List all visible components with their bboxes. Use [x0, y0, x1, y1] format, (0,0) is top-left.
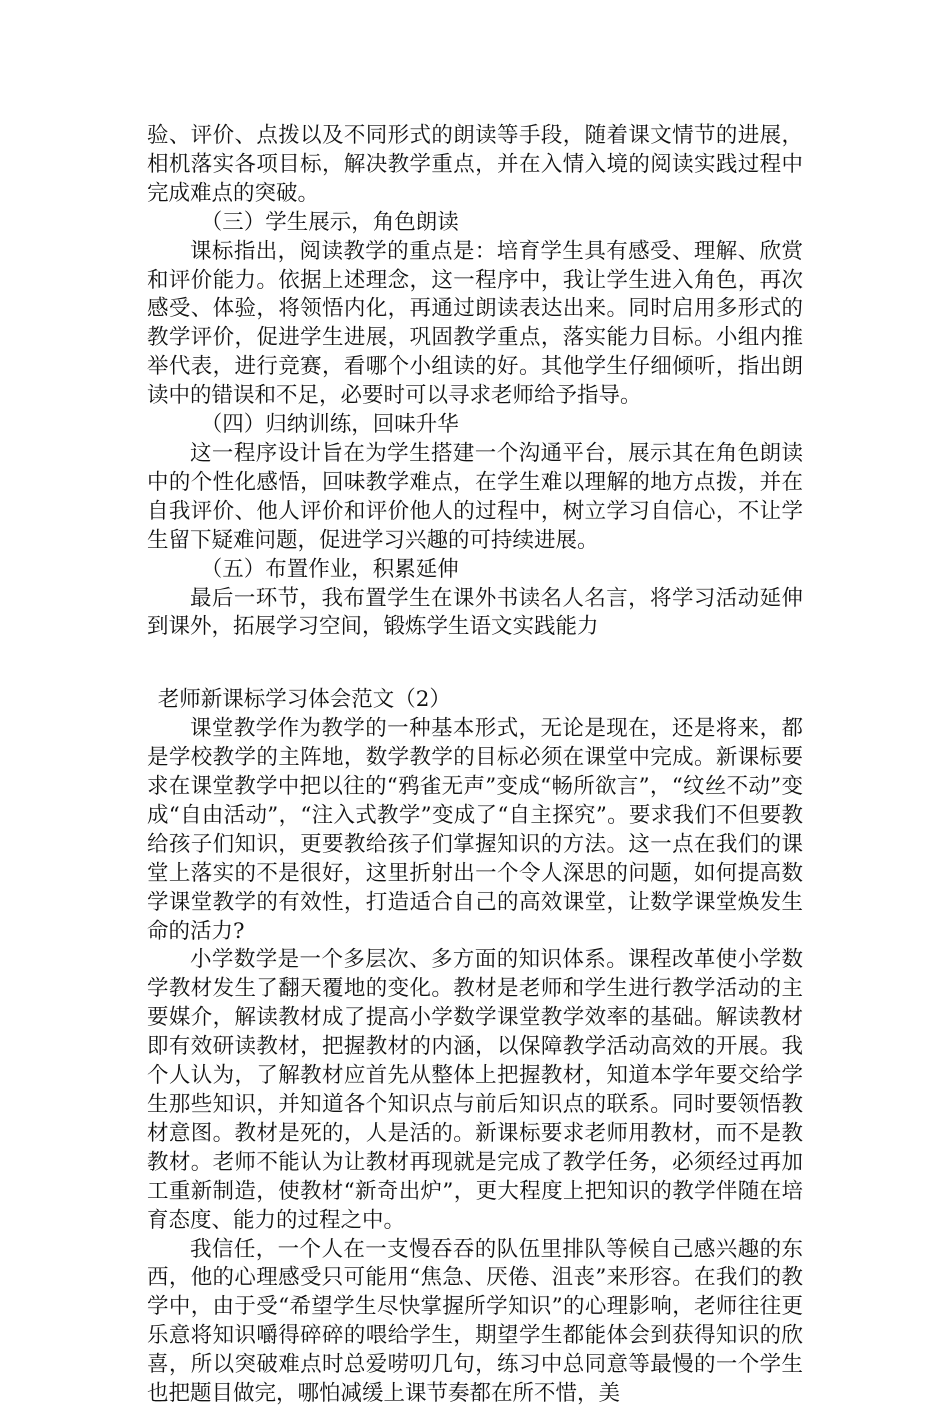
paragraph: 我信任，一个人在一支慢吞吞的队伍里排队等候自己感兴趣的东西，他的心理感受只可能用“焦急、厌倦、沮丧”来形容。在我们的教学中，由于受“希望学生尽快掌握所学知识”的心理影响，老师往往更乐意将知识嚼得碎碎的喂给学生，期望学生都能体会到获得知识的欣喜，所以突破难点时总爱唠叨几句，练习中总同意等最慢的一个学生也把题目做完，哪怕减缓上课节奏都在所不惜，美: [147, 1236, 803, 1407]
heading-4-summary-training: （四）归纳训练，回味升华: [200, 412, 459, 438]
paragraph: 课堂教学作为教学的一种基本形式，无论是现在，还是将来，都是学校教学的主阵地，数学教学的目标必须在课堂中完成。新课标要求在课堂教学中把以往的“鸦雀无声”变成“畅所欲言”，“纹丝不动”变成“自由活动”，“注入式教学”变成了“自主探究”。要求我们不但要教给孩子们知识，更要教给孩子们掌握知识的方法。这一点在我们的课堂上落实的不是很好，这里折射出一个令人深思的问题，如何提高数学课堂教学的有效性，打造适合自己的高效课堂，让数学课堂焕发生命的活力?: [147, 716, 803, 944]
heading-3-student-showcase: （三）学生展示，角色朗读: [200, 209, 459, 235]
heading-5-homework: （五）布置作业，积累延伸: [200, 556, 459, 582]
section-title: 老师新课标学习体会范文（2）: [157, 687, 451, 713]
paragraph: 最后一环节，我布置学生在课外书读名人名言，将学习活动延伸到课外，拓展学习空间，锻炼学生语文实践能力: [147, 585, 803, 640]
document-page: [147, 122, 803, 1409]
paragraph-continued: 验、评价、点拨以及不同形式的朗读等手段，随着课文情节的进展，相机落实各项目标，解决教学重点，并在入情入境的阅读实践过程中完成难点的突破。: [147, 123, 803, 206]
paragraph: 课标指出，阅读教学的重点是：培育学生具有感受、理解、欣赏和评价能力。依据上述理念，这一程序中，我让学生进入角色，再次感受、体验，将领悟内化，再通过朗读表达出来。同时启用多形式的教学评价，促进学生进展，巩固教学重点，落实能力目标。小组内推举代表，进行竞赛，看哪个小组读的好。其他学生仔细倾听，指出朗读中的错误和不足，必要时可以寻求老师给予指导。: [147, 238, 803, 409]
paragraph: 这一程序设计旨在为学生搭建一个沟通平台，展示其在角色朗读中的个性化感悟，回味教学难点，在学生难以理解的地方点拨，并在自我评价、他人评价和评价他人的过程中，树立学习自信心，不让学生留下疑难问题，促进学习兴趣的可持续进展。: [147, 440, 803, 553]
section-spacer: [147, 642, 803, 686]
paragraph: 小学数学是一个多层次、多方面的知识体系。课程改革使小学数学教材发生了翻天覆地的变化。教材是老师和学生进行教学活动的主要媒介，解读教材成了提高小学数学课堂教学效率的基础。解读教材即有效研读教材，把握教材的内涵，以保障教学活动高效的开展。我个人认为，了解教材应首先从整体上把握教材，知道本学年要交给学生那些知识，并知道各个知识点与前后知识点的联系。同时要领悟教材意图。教材是死的，人是活的。新课标要求老师用教材，而不是教教材。老师不能认为让教材再现就是完成了教学任务，必须经过再加工重新制造，使教材“新奇出炉”，更大程度上把知识的教学伴随在培育态度、能力的过程之中。: [147, 947, 803, 1233]
